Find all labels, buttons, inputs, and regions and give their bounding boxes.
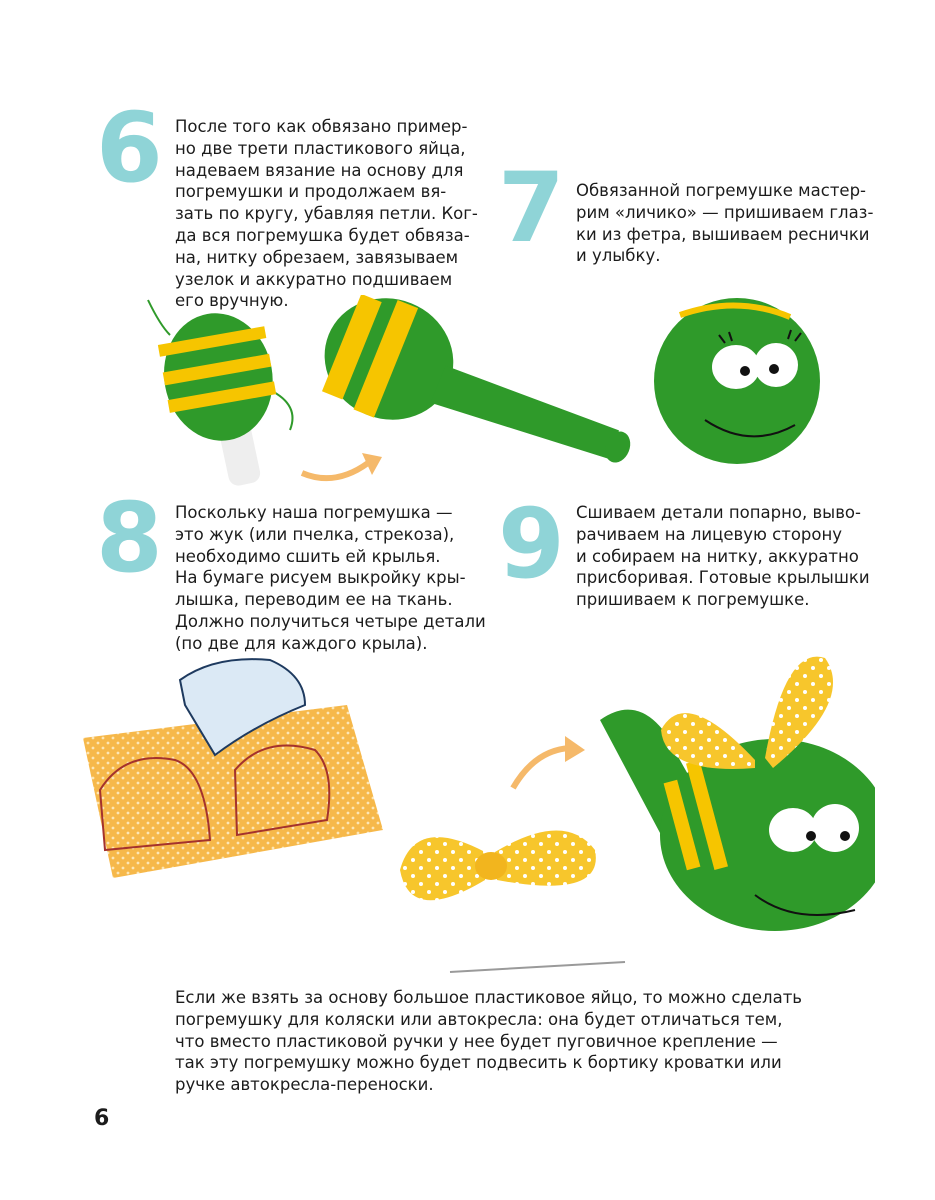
step-9-line: пришиваем к погремушке. (576, 590, 810, 610)
step-8-line: необходимо сшить ей крылья. (175, 546, 441, 566)
step-6-line: зать по кругу, убавляя петли. Ког- (175, 204, 478, 224)
step-6-text (175, 116, 478, 312)
bottom-paragraph (175, 987, 802, 1096)
step-6-line: надеваем вязание на основу для (175, 160, 464, 180)
step-9-line: рачиваем на лицевую сторону (576, 524, 843, 544)
step-8-line: (по две для каждого крыла). (175, 633, 428, 653)
step-6-line: После того как обвязано пример- (175, 117, 468, 136)
bottom-line: ручке автокресла-переноски. (175, 1075, 434, 1095)
bottom-line: что вместо пластиковой ручки у нее будет пуговичное крепление — (175, 1031, 778, 1051)
step-6-line: да вся погремушка будет обвяза- (175, 225, 470, 245)
step-6-line: на, нитку обрезаем, завязываем (175, 247, 459, 267)
rattle-crochet-photo (140, 295, 840, 490)
step-7-text (576, 180, 873, 267)
step-8-line: На бумаге рисуем выкройку кры- (175, 568, 466, 588)
step-7-line: рим «личико» — пришиваем глаз- (576, 202, 874, 222)
step-9-line: Сшиваем детали попарно, выво- (576, 503, 861, 522)
step-9-line: и собираем на нитку, аккуратно (576, 546, 859, 566)
page-number: 6 (94, 1106, 110, 1131)
step-9-number: 9 (498, 488, 565, 600)
wings-bee-photo (65, 640, 875, 980)
step-8-line: Должно получиться четыре детали (175, 611, 486, 631)
bottom-line: Если же взять за основу большое пластиковое яйцо, то можно сделать (175, 988, 803, 1007)
step-6-line: но две трети пластикового яйца, (175, 138, 466, 158)
step-8-line: Поскольку наша погремушка — (175, 503, 453, 522)
step-6-line: его вручную. (175, 291, 289, 311)
step-8-line: это жук (или пчелка, стрекоза), (175, 524, 455, 544)
step-9-line: присборивая. Готовые крылышки (576, 568, 870, 588)
step-8-number: 8 (96, 482, 163, 594)
step-7-line: ки из фетра, вышиваем реснички (576, 224, 870, 244)
step-6-line: узелок и аккуратно подшиваем (175, 269, 453, 289)
step-8-line: лышка, переводим ее на ткань. (175, 590, 453, 610)
step-9-text (576, 502, 870, 611)
step-7-number: 7 (498, 152, 565, 264)
step-6-line: погремушки и продолжаем вя- (175, 182, 447, 202)
step-6-number: 6 (96, 92, 163, 204)
step-7-line: и улыбку. (576, 246, 661, 266)
step-8-text (175, 502, 486, 655)
step-7-line: Обвязанной погремушке мастер- (576, 181, 867, 200)
bottom-line: погремушку для коляски или автокресла: она будет отличаться тем, (175, 1009, 783, 1029)
bottom-line: так эту погремушку можно будет подвесить к бортику кроватки или (175, 1053, 782, 1073)
